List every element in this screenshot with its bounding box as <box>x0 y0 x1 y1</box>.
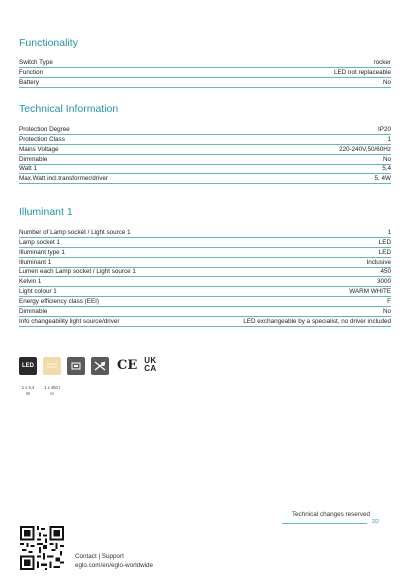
lumen-caption-line-1: 1 x 450 l <box>44 385 60 390</box>
spec-label: Max.Watt incl.transformer/driver <box>19 175 108 183</box>
spec-label: Light colour 1 <box>19 288 57 296</box>
spec-value: 3000 <box>376 278 391 286</box>
spec-row <box>19 287 391 297</box>
spec-value: LED <box>378 248 391 256</box>
spec-value: rocker <box>373 58 391 66</box>
spec-value: 220-240V,50/60Hz <box>339 145 391 153</box>
spec-value: Inclusive <box>366 258 391 266</box>
spec-row <box>19 68 391 78</box>
ukca-line-2: CA <box>144 363 157 373</box>
spec-label: Protection Degree <box>19 125 70 133</box>
page-number: 2/2 <box>372 519 379 525</box>
spec-row <box>19 125 391 135</box>
spec-value: 1 <box>387 135 391 143</box>
spec-label: Illuminant type 1 <box>19 248 65 256</box>
footer-divider <box>282 523 367 524</box>
illuminant-title: Illuminant 1 <box>19 206 73 218</box>
spec-value: WARM WHITE <box>349 288 391 296</box>
spec-value: LED exchangeable by a specialist, no driver included <box>243 317 391 325</box>
ukca-line-1: UK <box>144 356 157 365</box>
spec-value: IP20 <box>378 125 391 133</box>
spec-row <box>19 297 391 307</box>
spec-value: LED not replaceable <box>333 68 391 76</box>
spec-value: 1 <box>387 228 391 236</box>
spec-label: Battery <box>19 78 39 86</box>
ukca-mark-icon <box>144 357 156 372</box>
qr-code-icon[interactable] <box>20 526 64 570</box>
contact-block <box>75 552 153 570</box>
spec-label: Mains Voltage <box>19 145 59 153</box>
certification-icons <box>19 357 156 387</box>
contact-support-link[interactable]: Contact | Support <box>75 553 124 560</box>
spec-row <box>19 228 391 238</box>
spec-row <box>19 78 391 88</box>
spec-label: Switch Type <box>19 58 53 66</box>
lumen-caption <box>43 385 61 397</box>
spec-label: Watt 1 <box>19 165 37 173</box>
led-caption <box>19 385 37 397</box>
spec-value: 5, 4W <box>374 175 391 183</box>
led-caption-line-2: W <box>26 391 30 396</box>
spec-label: Function <box>19 68 44 76</box>
led-icon: LED <box>19 357 37 375</box>
spec-value: F <box>387 298 391 306</box>
white-label: WHITE <box>47 365 57 369</box>
spec-row <box>19 174 391 184</box>
functionality-title: Functionality <box>19 37 78 49</box>
driver-glyph-icon <box>70 360 82 372</box>
spec-row <box>19 145 391 155</box>
technical-information-table <box>19 125 391 184</box>
bulb-cross-icon <box>93 360 107 372</box>
spec-label: Dimmable <box>19 308 48 316</box>
illuminant-table <box>19 228 391 327</box>
spec-label: Number of Lamp socket / Light source 1 <box>19 228 131 236</box>
spec-row <box>19 238 391 248</box>
warm-white-icon <box>43 357 61 375</box>
spec-row <box>19 317 391 327</box>
driver-icon <box>67 357 85 375</box>
spec-value: 5,4 <box>382 165 391 173</box>
spec-row <box>19 277 391 287</box>
spec-row <box>19 58 391 68</box>
spec-label: Dimmable <box>19 155 48 163</box>
spec-row <box>19 307 391 317</box>
spec-label: Lumen each Lamp socket / Light source 1 <box>19 268 136 276</box>
spec-label: Protection Class <box>19 135 65 143</box>
spec-label: Illuminant 1 <box>19 258 52 266</box>
spec-value: No <box>382 155 391 163</box>
spec-label: Kelvin 1 <box>19 278 42 286</box>
spec-row <box>19 155 391 165</box>
technical-information-title: Technical Information <box>19 103 119 115</box>
spec-value: LED <box>378 238 391 246</box>
ce-mark-icon: CE <box>117 358 138 373</box>
spec-row <box>19 248 391 258</box>
website-link[interactable]: eglo.com/en/eglo-worldwide <box>75 562 154 569</box>
spec-row <box>19 268 391 278</box>
spec-label: Lamp socket 1 <box>19 238 60 246</box>
spec-label: Energy efficiency class (EEI) <box>19 298 100 306</box>
specialist-exchange-icon <box>91 357 109 375</box>
spec-row <box>19 135 391 145</box>
technical-changes-note: Technical changes reserved <box>291 511 370 518</box>
spec-row <box>19 258 391 268</box>
spec-value: 450 <box>380 268 391 276</box>
lumen-caption-line-2: m <box>50 391 54 396</box>
warm-label: WARM <box>47 361 57 366</box>
spec-label: Info changeability light source/driver <box>19 317 120 325</box>
spec-value: No <box>382 78 391 86</box>
spec-value: No <box>382 308 391 316</box>
functionality-table <box>19 58 391 88</box>
led-caption-line-1: 1 x 5,4 <box>21 385 35 390</box>
spec-row <box>19 165 391 175</box>
